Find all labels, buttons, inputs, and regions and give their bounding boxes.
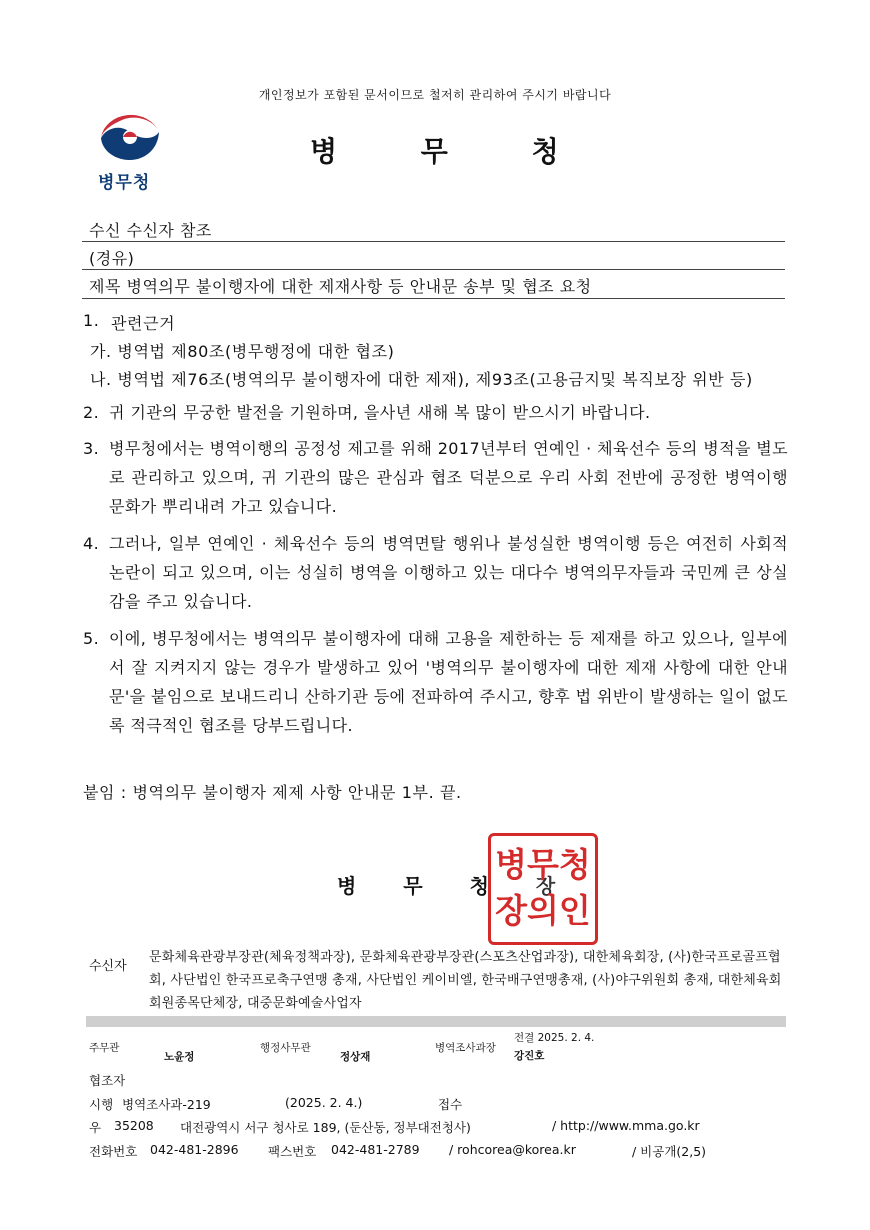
disclosure-status: / 비공개(2,5) bbox=[632, 1144, 707, 1159]
item-1-sub-a: 가. 병역법 제80조(병무행정에 대한 협조) bbox=[90, 342, 395, 361]
enforcement-label: 시행 bbox=[89, 1097, 114, 1112]
item-text: 병무청에서는 병역이행의 공정성 제고를 위해 2017년부터 연예인 · 체육선수 등의 병적을 별도로 관리하고 있으며, 귀 기관의 많은 관심과 협조 덕분으로 우리 사회 전반에 공정한 병역이행 문화가 뿌리내려 가고 있습니다. bbox=[109, 439, 788, 516]
fax-label: 팩스번호 bbox=[268, 1144, 317, 1159]
email-link[interactable]: / rohcorea@korea.kr bbox=[449, 1142, 576, 1157]
phone-number: 042-481-2896 bbox=[150, 1142, 239, 1157]
privacy-notice: 개인정보가 포함된 문서이므로 철저히 관리하여 주시기 바랍니다 bbox=[258, 88, 612, 102]
receipt-label: 접수 bbox=[438, 1097, 463, 1112]
address-text: 대전광역시 서구 청사로 189, (둔산동, 정부대전청사) bbox=[180, 1120, 471, 1135]
website-link[interactable]: / http://www.mma.go.kr bbox=[552, 1118, 700, 1133]
item-number: 2. bbox=[83, 403, 100, 422]
seal-line-2: 장의인 bbox=[495, 891, 591, 930]
item-number: 4. bbox=[83, 534, 100, 553]
approval-role-3: 병역조사과장 bbox=[435, 1042, 496, 1054]
item-1-sub-b: 나. 병역법 제76조(병역의무 불이행자에 대한 제재), 제93조(고용금지및 복직보장 위반 등) bbox=[90, 370, 753, 389]
approval-role-1: 주무관 bbox=[89, 1042, 120, 1054]
cooperator-label: 협조자 bbox=[89, 1073, 126, 1088]
organization-title: 병 무 청 bbox=[310, 135, 561, 168]
phone-label: 전화번호 bbox=[89, 1144, 138, 1159]
official-seal bbox=[488, 833, 598, 945]
item-3 bbox=[83, 434, 788, 521]
item-text: 그러나, 일부 연예인 · 체육선수 등의 병역면탈 행위나 불성실한 병역이행 등은 여전히 사회적 논란이 되고 있으며, 이는 성실히 병역을 이행하고 있는 대다수 병역의무자들과 국민께 큰 상실감을 주고 있습니다. bbox=[109, 534, 788, 611]
seal-line-1: 병무청 bbox=[495, 845, 591, 884]
divider bbox=[82, 298, 785, 299]
divider bbox=[82, 269, 785, 270]
item-1-number: 1. bbox=[83, 311, 100, 330]
subject-line: 제목 병역의무 불이행자에 대한 제재사항 등 안내문 송부 및 협조 요청 bbox=[89, 277, 592, 296]
recipient-line: 수신 수신자 참조 bbox=[89, 221, 212, 240]
fax-number: 042-481-2789 bbox=[331, 1142, 420, 1157]
zip-label: 우 bbox=[89, 1120, 102, 1135]
recipients-label: 수신자 bbox=[89, 959, 127, 974]
recipients-list: 문화체육관광부장관(체육정책과장), 문화체육관광부장관(스포츠산업과장), 대한체육회장, (사)한국프로골프협회, 사단법인 한국프로축구연맹 총재, 사단법인 케이비엘, 한국배구연맹총재, (사)야구위원회 총재, 대한체육회 회원종목단체장, 대중문화예술사업자 bbox=[149, 950, 782, 1011]
approval-name-1: 노윤정 bbox=[164, 1051, 195, 1063]
item-2 bbox=[83, 398, 788, 427]
item-text: 귀 기관의 무궁한 발전을 기원하며, 을사년 새해 복 많이 받으시기 바랍니다. bbox=[109, 403, 651, 422]
item-number: 5. bbox=[83, 629, 100, 648]
enforcement-doc-number: 병역조사과-219 bbox=[122, 1097, 211, 1112]
item-text: 이에, 병무청에서는 병역의무 불이행자에 대해 고용을 제한하는 등 제재를 하고 있으나, 일부에서 잘 지켜지지 않는 경우가 발생하고 있어 '병역의무 불이행자에 대한 제재 사항에 대한 안내문'을 붙임으로 보내드리니 산하기관 등에 전파하여 주시고, 향후 법 위반이 발생하는 일이 없도록 적극적인 협조를 당부드립니다. bbox=[109, 629, 788, 735]
item-1-title: 관련근거 bbox=[111, 314, 176, 333]
mma-logo bbox=[96, 110, 166, 193]
approval-name-2: 정상재 bbox=[340, 1051, 371, 1063]
via-line: (경유) bbox=[89, 249, 135, 268]
approval-date: 전결 2025. 2. 4. bbox=[514, 1032, 595, 1044]
taegeuk-emblem-icon bbox=[96, 110, 166, 162]
enforcement-date: (2025. 2. 4.) bbox=[285, 1095, 363, 1110]
logo-text: 병무청 bbox=[98, 173, 151, 193]
divider bbox=[82, 241, 785, 242]
attachment-line: 붙임 : 병역의무 불이행자 제제 사항 안내문 1부. 끝. bbox=[83, 783, 462, 802]
signature-title: 병 무 청 장 bbox=[337, 874, 557, 898]
divider-bar bbox=[86, 1016, 786, 1027]
item-4 bbox=[83, 529, 788, 616]
zip-code: 35208 bbox=[114, 1118, 154, 1133]
approval-name-3: 강진호 bbox=[514, 1050, 545, 1062]
item-5 bbox=[83, 624, 788, 740]
item-number: 3. bbox=[83, 439, 100, 458]
approval-role-2: 행정사무관 bbox=[260, 1042, 311, 1054]
